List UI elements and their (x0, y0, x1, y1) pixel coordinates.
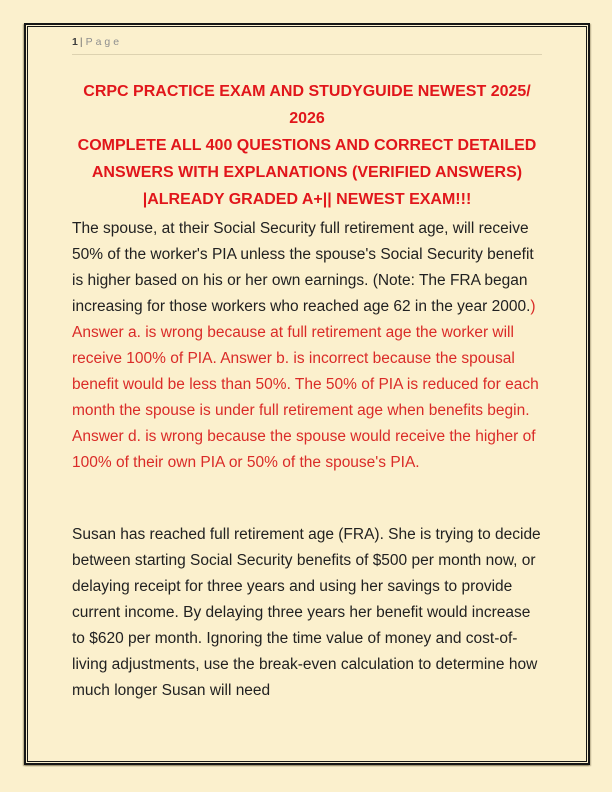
paragraph (72, 522, 542, 704)
title-line: ANSWERS WITH EXPLANATIONS (VERIFIED ANSWERS) (91, 164, 523, 181)
title-line: |ALREADY GRADED A+|| NEWEST EXAM!!! (142, 191, 472, 208)
page-border-frame (24, 23, 590, 765)
question-text: Susan has reached full retirement age (FRA). She is trying to decide between starting Social Security benefits of $500 per month now, or delaying receipt for three years and using her savings to provide current income. By delaying three years her benefit would increase to $620 per month. Ignoring the time value of money and cost-of-living adjustments, use the break-even calculation to determine how much longer Susan will need (72, 526, 541, 699)
document-title (72, 78, 542, 213)
page-border-inner (27, 26, 587, 762)
explanation-text-red: ) Answer a. is wrong because at full retirement age the worker will receive 100% of PIA. Answer b. is incorrect because the spousal benefit would be less than 50%. The 50% of PIA is reduced for each month the spouse is under full retirement age when benefits begin. Answer d. is wrong because the spouse would receive the higher of 100% of their own PIA or 50% of the spouse's PIA. (72, 298, 539, 471)
paragraph (72, 216, 542, 476)
title-line: CRPC PRACTICE EXAM AND STUDYGUIDE NEWEST 2025/ 2026 (83, 83, 531, 127)
page-number: 1 (72, 36, 78, 48)
title-line: COMPLETE ALL 400 QUESTIONS AND CORRECT DETAILED (77, 137, 537, 154)
document-body (72, 216, 542, 704)
page-header (72, 34, 542, 55)
question-text: The spouse, at their Social Security full retirement age, will receive 50% of the worker's PIA unless the spouse's Social Security benefit is higher based on his or her own earnings. (Note: The FRA began increasing for those workers who reached age 62 in the year 2000. (72, 220, 534, 315)
page-header-label: Page (85, 36, 123, 48)
page-number-separator: | (79, 36, 83, 48)
